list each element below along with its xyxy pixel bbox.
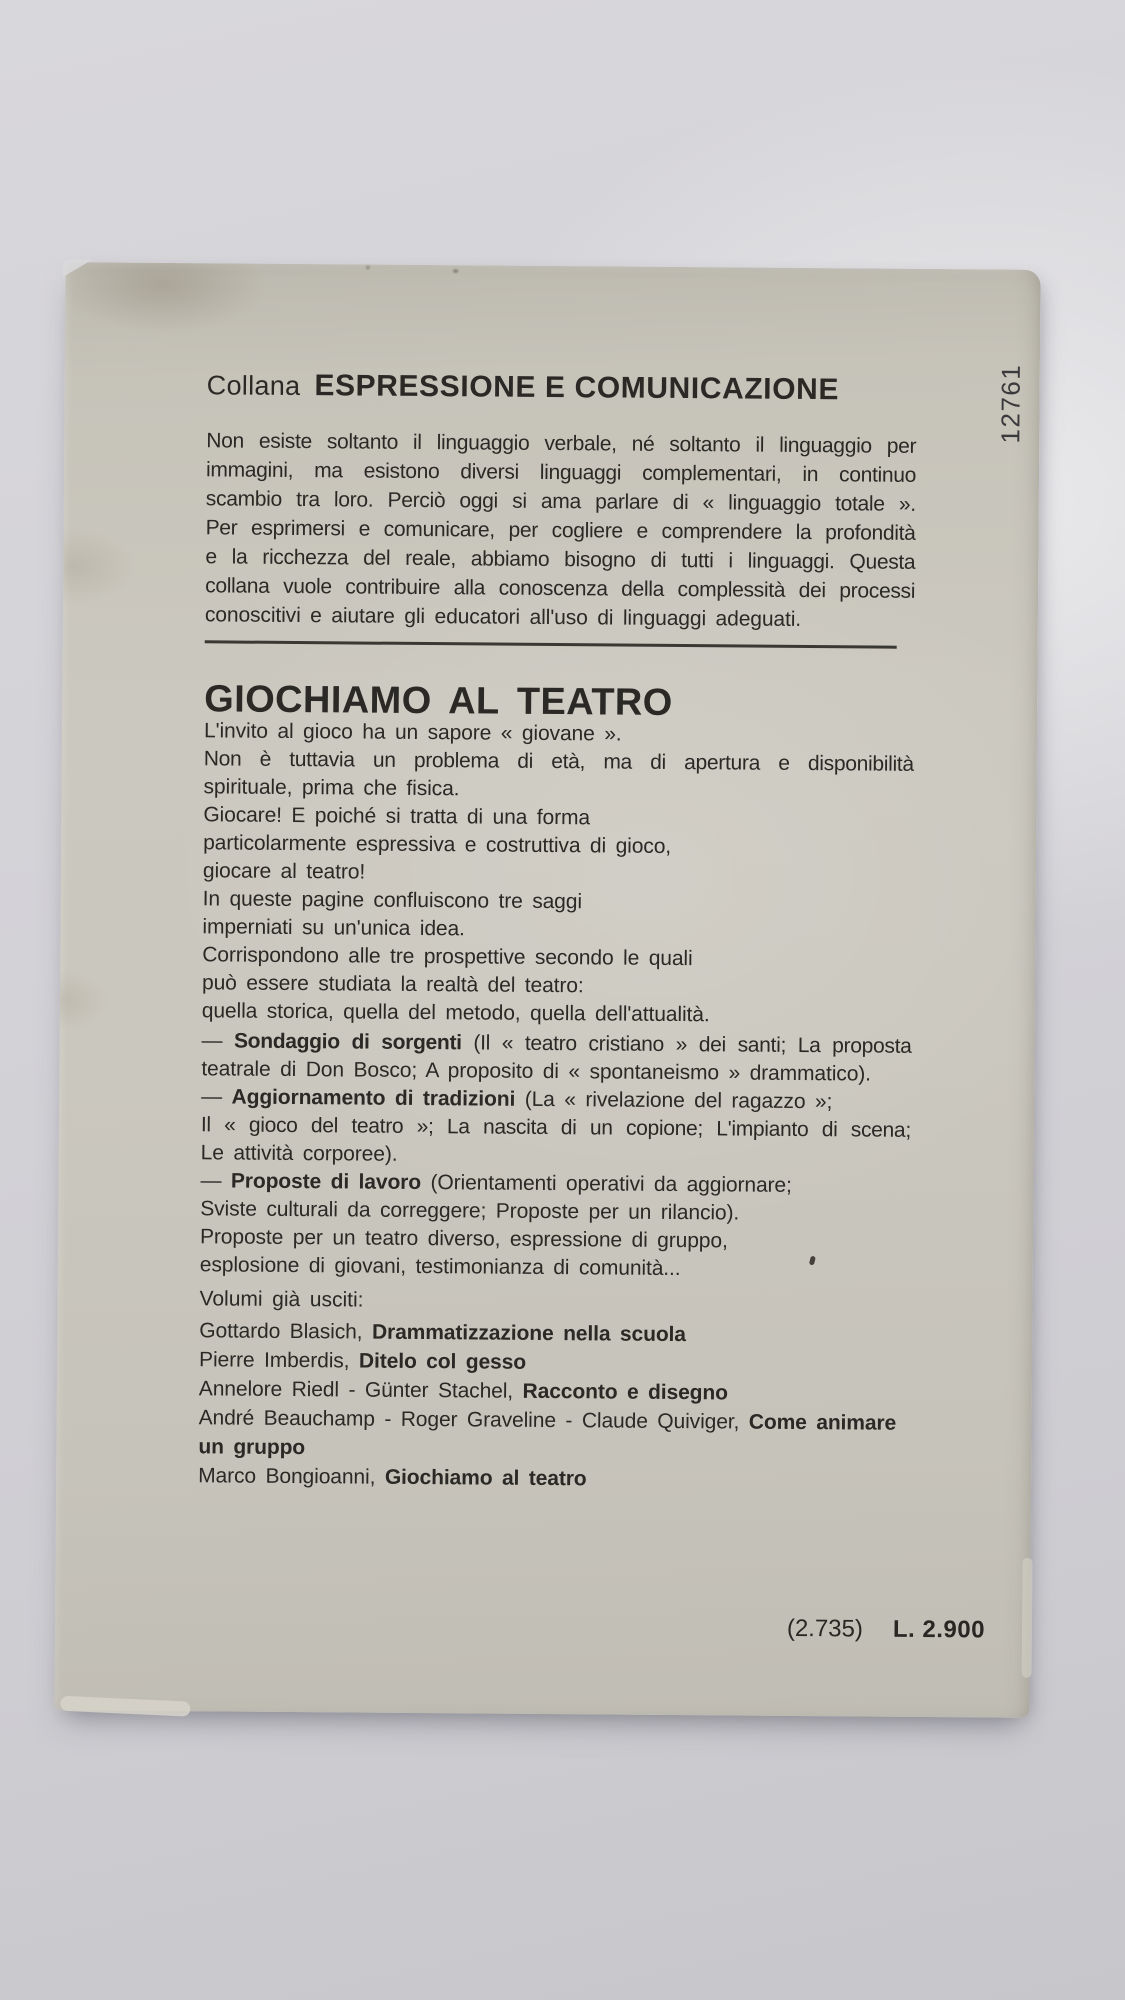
blurb-line: Non è tuttavia un problema di età, ma di apertura e disponibilità: [203, 747, 914, 776]
essay-rest: (La « rivelazione del ragazzo »;: [515, 1087, 833, 1114]
volume-title: Racconto e disegno: [522, 1379, 728, 1405]
essay-section-aggiornamento: [201, 1083, 912, 1173]
volume-title: Ditelo col gesso: [358, 1349, 527, 1374]
intro-line: e la ricchezza del reale, abbiamo bisogno di tutti i linguaggi. Questa: [205, 545, 916, 574]
volume-authors: Gottardo Blasich,: [199, 1319, 373, 1344]
series-name: ESPRESSIONE E COMUNICAZIONE: [314, 369, 840, 407]
book-title-heading: GIOCHIAMO AL TEATRO: [204, 678, 673, 724]
book-back-cover: [54, 262, 1040, 1718]
price-amount: L. 2.900: [892, 1615, 986, 1644]
intro-line: scambio tra loro. Perciò oggi si ama parlare di « linguaggio totale ».: [205, 487, 916, 516]
price-line: [575, 1612, 985, 1645]
essay-section-sondaggio: [201, 1027, 911, 1089]
blurb-text: [202, 717, 914, 1031]
essay-name: Sondaggio di sorgenti: [233, 1029, 462, 1055]
dash: —: [201, 1029, 235, 1053]
essay-rest: (Orientamenti operativi da aggiornare;: [420, 1171, 792, 1197]
essay-name: Aggiornamento di tradizioni: [231, 1085, 516, 1111]
divider-rule: [205, 640, 897, 648]
dash: —: [200, 1169, 232, 1193]
volume-title: un gruppo: [198, 1435, 306, 1460]
essay-name: Proposte di lavoro: [230, 1169, 422, 1195]
essay-rest: (Il « teatro cristiano » dei santi; La proposta: [461, 1031, 912, 1058]
volume-title: Drammatizzazione nella scuola: [371, 1320, 687, 1347]
volume-title: Come animare: [748, 1410, 897, 1435]
cover-wear-top-left: [63, 259, 93, 277]
volume-authors: Annelore Riedl - Günter Stachel,: [198, 1377, 523, 1403]
blurb-line: quella storica, quella del metodo, quella dell'attualità.: [201, 999, 710, 1027]
cover-wear-bottom-left: [60, 1696, 191, 1717]
blurb-line: giocare al teatro!: [202, 859, 366, 884]
intro-line: Per esprimersi e comunicare, per cogliere e comprendere la profondità: [205, 516, 916, 545]
volume-item: [198, 1461, 908, 1496]
dash: —: [201, 1085, 232, 1109]
intro-line: Non esiste soltanto il linguaggio verbale, né soltanto il linguaggio per: [206, 429, 917, 458]
intro-line: conoscitivi e aiutare gli educatori all'uso di linguaggi adeguati.: [204, 603, 802, 631]
volume-authors: Pierre Imberdis,: [198, 1348, 360, 1373]
essay-line: Il « gioco del teatro »; La nascita di un copione; L'impianto di scena;: [200, 1113, 911, 1142]
essay-section-proposte: [200, 1167, 911, 1285]
series-label: Collana: [206, 370, 301, 402]
essay-line: Proposte per un teatro diverso, espressione di gruppo,: [199, 1225, 728, 1253]
intro-line: immagini, ma esistono diversi linguaggi complementari, in continuo: [205, 458, 917, 487]
volume-authors: Marco Bongioanni,: [198, 1464, 385, 1489]
blurb-line: spirituale, prima che fisica.: [203, 775, 460, 801]
blurb-line: Corrispondono alle tre prospettive secondo le quali: [202, 943, 693, 971]
blurb-line: L'invito al gioco ha un sapore « giovane ».: [203, 719, 622, 746]
series-title: [207, 365, 917, 416]
blurb-line: In queste pagine confluiscono tre saggi: [202, 887, 583, 914]
blurb-line: imperniati su un'unica idea.: [202, 915, 465, 941]
published-volumes-list: [198, 1316, 909, 1496]
essay-line: esplosione di giovani, testimonianza di comunità...: [199, 1253, 681, 1281]
intro-paragraph: [205, 426, 917, 635]
serial-number-vertical: 12761: [995, 363, 1026, 444]
intro-line: collana vuole contribuire alla conoscenza della complessità dei processi: [205, 574, 916, 603]
blurb-line: particolarmente espressiva e costruttiva di gioco,: [203, 831, 672, 858]
essay-line: Le attività corporee).: [200, 1141, 398, 1166]
essay-line: teatrale di Don Bosco; A proposito di « spontaneismo » drammatico).: [201, 1057, 872, 1086]
volume-authors: André Beauchamp - Roger Graveline - Claude Quiviger,: [198, 1406, 749, 1434]
blurb-line: Giocare! E poiché si tratta di una forma: [203, 803, 591, 830]
volume-title: Giochiamo al teatro: [384, 1465, 587, 1491]
published-volumes-label: Volumi già usciti:: [199, 1287, 364, 1312]
price-code: (2.735): [786, 1614, 864, 1643]
essay-line: Sviste culturali da correggere; Proposte per un rilancio).: [200, 1197, 740, 1225]
cover-wear-bottom-right: [1022, 1558, 1033, 1678]
blurb-line: può essere studiata la realtà del teatro:: [201, 971, 584, 998]
